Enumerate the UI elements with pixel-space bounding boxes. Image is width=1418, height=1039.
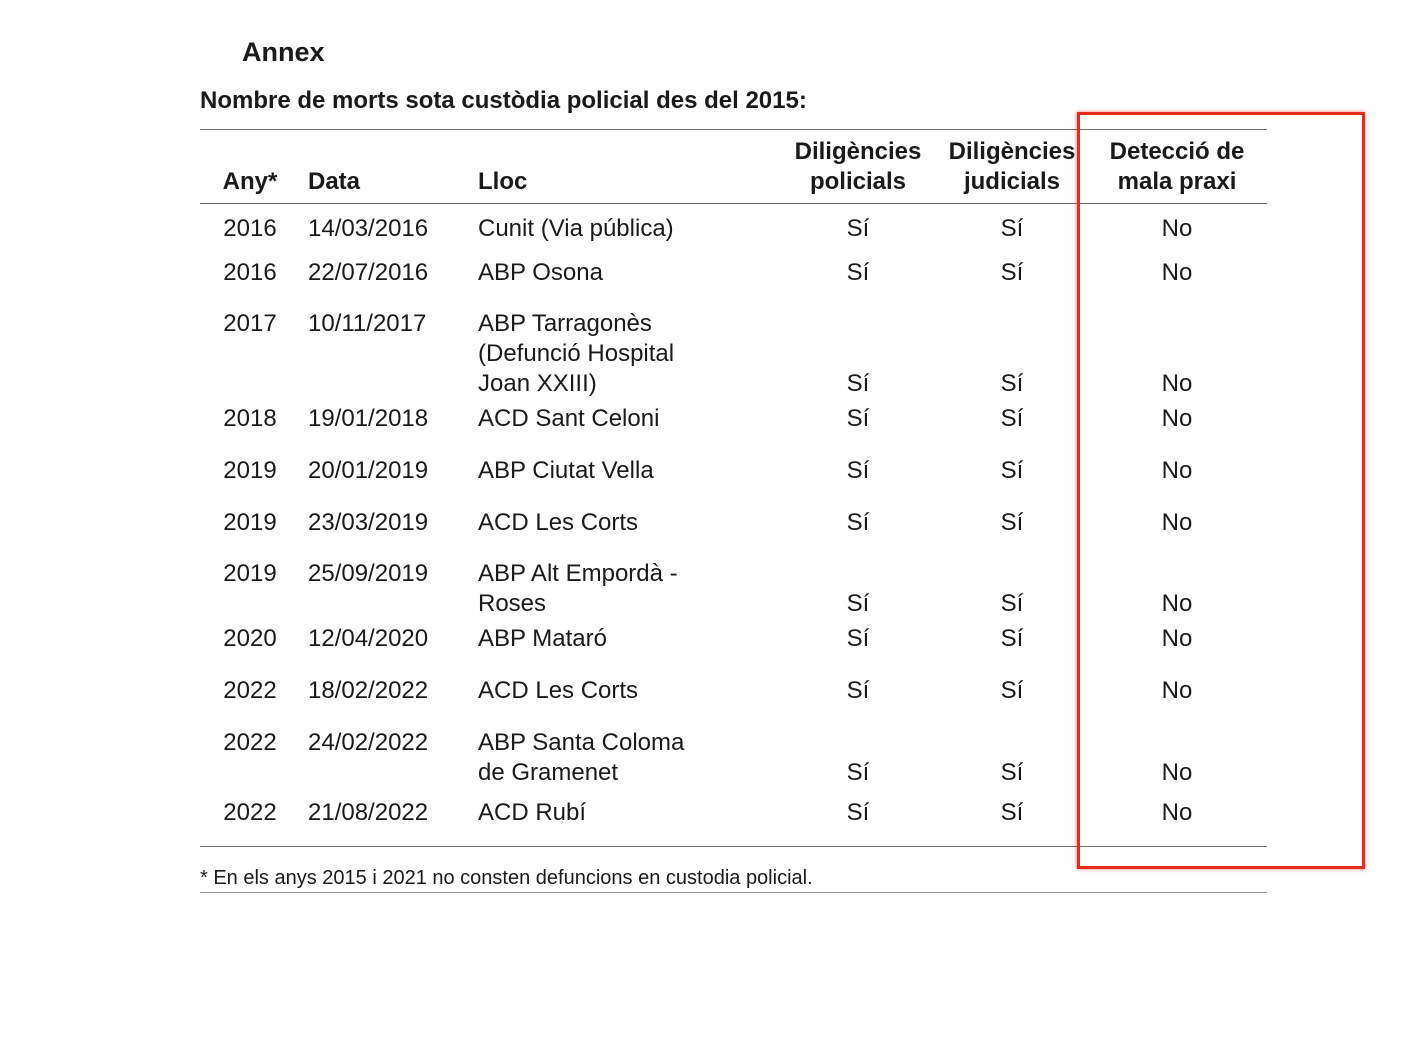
cell-data: 14/03/2016 — [308, 215, 429, 242]
cell-mala-praxi: No — [1161, 215, 1193, 242]
cell-any: 2016 — [223, 215, 277, 242]
cell-mala-praxi: No — [1161, 370, 1193, 397]
header-data: Data — [308, 168, 361, 195]
cell-mala-praxi: No — [1161, 677, 1193, 704]
cell-data: 12/04/2020 — [308, 625, 429, 652]
cell-diligencies-policials: Sí — [846, 405, 870, 432]
cell-any: 2016 — [223, 259, 277, 286]
cell-data: 20/01/2019 — [308, 457, 429, 484]
cell-diligencies-policials: Sí — [846, 370, 870, 397]
cell-data: 23/03/2019 — [308, 509, 429, 536]
header-diligencies-judicials: Diligències judicials — [948, 138, 1076, 195]
cell-lloc-line: ABP Santa Coloma — [478, 729, 685, 756]
cell-lloc-line: ACD Les Corts — [478, 677, 639, 704]
cell-mala-praxi: No — [1161, 759, 1193, 786]
cell-mala-praxi: No — [1161, 625, 1193, 652]
cell-data: 18/02/2022 — [308, 677, 429, 704]
cell-lloc-line: Joan XXIII) — [478, 370, 597, 397]
cell-diligencies-policials: Sí — [846, 799, 870, 826]
cell-diligencies-judicials: Sí — [1000, 215, 1024, 242]
cell-diligencies-judicials: Sí — [1000, 259, 1024, 286]
header-diligencies-policials: Diligències policials — [794, 138, 922, 195]
highlight-annotation-box — [1077, 112, 1365, 869]
header-deteccio-mala-praxi: Detecció de mala praxi — [1109, 138, 1245, 195]
cell-data: 25/09/2019 — [308, 560, 429, 587]
cell-diligencies-policials: Sí — [846, 590, 870, 617]
cell-any: 2020 — [223, 625, 277, 652]
cell-lloc-line: ABP Osona — [478, 259, 603, 286]
cell-lloc-line: Roses — [478, 590, 547, 617]
cell-data: 24/02/2022 — [308, 729, 429, 756]
cell-lloc-line: ACD Les Corts — [478, 509, 639, 536]
cell-mala-praxi: No — [1161, 457, 1193, 484]
cell-diligencies-judicials: Sí — [1000, 799, 1024, 826]
cell-any: 2019 — [223, 560, 277, 587]
cell-diligencies-judicials: Sí — [1000, 405, 1024, 432]
cell-lloc-line: (Defunció Hospital — [478, 340, 675, 367]
footnote: * En els anys 2015 i 2021 no consten defuncions en custodia policial. — [200, 867, 813, 889]
cell-any: 2019 — [223, 509, 277, 536]
annex-title: Annex — [242, 37, 325, 67]
cell-data: 22/07/2016 — [308, 259, 429, 286]
cell-data: 19/01/2018 — [308, 405, 429, 432]
header-lloc: Lloc — [478, 168, 528, 195]
cell-diligencies-judicials: Sí — [1000, 370, 1024, 397]
cell-any: 2018 — [223, 405, 277, 432]
cell-lloc-line: ACD Sant Celoni — [478, 405, 660, 432]
footnote-rule — [200, 892, 1267, 893]
cell-diligencies-judicials: Sí — [1000, 759, 1024, 786]
cell-lloc-line: ABP Mataró — [478, 625, 607, 652]
cell-lloc-line: ABP Ciutat Vella — [478, 457, 654, 484]
cell-lloc-line: ABP Alt Empordà - — [478, 560, 678, 587]
cell-any: 2022 — [223, 677, 277, 704]
cell-diligencies-judicials: Sí — [1000, 677, 1024, 704]
cell-any: 2022 — [223, 729, 277, 756]
cell-data: 21/08/2022 — [308, 799, 429, 826]
cell-diligencies-judicials: Sí — [1000, 509, 1024, 536]
cell-lloc-line: ABP Tarragonès — [478, 310, 652, 337]
cell-diligencies-policials: Sí — [846, 625, 870, 652]
cell-data: 10/11/2017 — [308, 310, 427, 337]
cell-mala-praxi: No — [1161, 405, 1193, 432]
cell-lloc-line: de Gramenet — [478, 759, 619, 786]
cell-any: 2019 — [223, 457, 277, 484]
cell-mala-praxi: No — [1161, 259, 1193, 286]
cell-diligencies-policials: Sí — [846, 759, 870, 786]
cell-diligencies-judicials: Sí — [1000, 590, 1024, 617]
cell-any: 2022 — [223, 799, 277, 826]
cell-mala-praxi: No — [1161, 509, 1193, 536]
header-any: Any* — [222, 168, 278, 195]
cell-any: 2017 — [223, 310, 277, 337]
cell-diligencies-policials: Sí — [846, 509, 870, 536]
cell-mala-praxi: No — [1161, 799, 1193, 826]
cell-diligencies-policials: Sí — [846, 457, 870, 484]
cell-lloc-line: ACD Rubí — [478, 799, 587, 826]
cell-diligencies-policials: Sí — [846, 215, 870, 242]
cell-diligencies-judicials: Sí — [1000, 457, 1024, 484]
cell-diligencies-policials: Sí — [846, 259, 870, 286]
cell-lloc-line: Cunit (Via pública) — [478, 215, 674, 242]
cell-mala-praxi: No — [1161, 590, 1193, 617]
table-caption: Nombre de morts sota custòdia policial des del 2015: — [200, 87, 807, 114]
cell-diligencies-policials: Sí — [846, 677, 870, 704]
cell-diligencies-judicials: Sí — [1000, 625, 1024, 652]
